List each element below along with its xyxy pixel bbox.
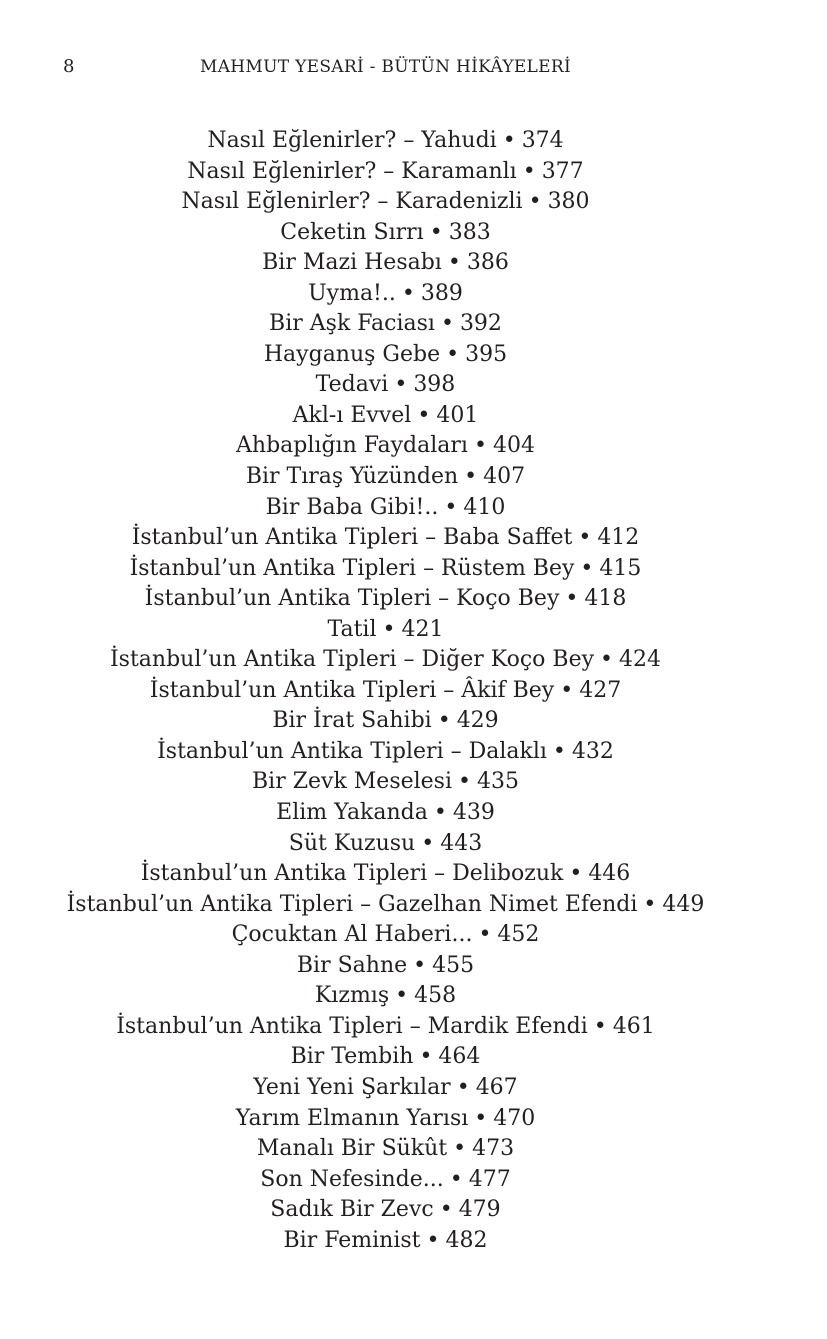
toc-entry-page: 424: [619, 647, 662, 673]
toc-entry-page: 482: [445, 1227, 488, 1253]
bullet-separator: •: [433, 800, 447, 826]
toc-entry-title: Nasıl Eğlenirler? – Karamanlı: [187, 158, 517, 184]
bullet-separator: •: [421, 830, 435, 856]
toc-entry-page: 395: [465, 341, 508, 367]
toc-entry-page: 429: [456, 708, 499, 734]
toc-entry: [0, 554, 771, 585]
toc-entry-page: 410: [463, 494, 506, 520]
bullet-separator: •: [473, 433, 487, 459]
toc-entry-title: Bir Tıraş Yüzünden: [245, 464, 459, 490]
toc-entry: [0, 1226, 771, 1257]
toc-entry: [0, 462, 771, 493]
toc-entry: [0, 584, 771, 615]
toc-entry-title: İstanbul’un Antika Tipleri – Koço Bey: [144, 586, 560, 612]
bullet-separator: •: [643, 891, 657, 917]
toc-entry-page: 415: [599, 555, 642, 581]
toc-entry: [0, 859, 771, 890]
toc-entry-title: Bir Mazi Hesabı: [262, 250, 442, 276]
toc-entry-title: İstanbul’un Antika Tipleri – Diğer Koço Bey: [109, 647, 595, 673]
toc-entry-title: İstanbul’un Antika Tipleri – Rüstem Bey: [129, 555, 575, 581]
toc-entry: [0, 340, 771, 371]
toc-entry: [0, 1073, 771, 1104]
toc-entry-title: Bir Sahne: [296, 952, 408, 978]
toc-entry: [0, 218, 771, 249]
toc-entry: [0, 1104, 771, 1135]
toc-entry-title: İstanbul’un Antika Tipleri – Delibozuk: [140, 861, 564, 887]
bullet-separator: •: [502, 128, 516, 153]
bullet-separator: •: [437, 708, 451, 734]
toc-entry-title: Bir Feminist: [283, 1227, 421, 1253]
toc-entry-title: Bir Baba Gibi!..: [265, 494, 439, 520]
toc-entry: [0, 981, 771, 1012]
toc-entry-page: 432: [571, 738, 614, 764]
toc-entry: [0, 279, 771, 310]
toc-entry-title: Yeni Yeni Şarkılar: [253, 1074, 451, 1100]
toc-entry: [0, 523, 771, 554]
toc-entry-title: İstanbul’un Antika Tipleri – Dalaklı: [157, 738, 547, 764]
toc-entry: [0, 431, 771, 462]
toc-entry-title: Manalı Bir Sükût: [256, 1136, 448, 1162]
bullet-separator: •: [552, 738, 566, 764]
toc-entry-page: 443: [440, 830, 483, 856]
bullet-separator: •: [449, 1166, 463, 1192]
toc-entry-title: İstanbul’un Antika Tipleri – Gazelhan Nimet Efendi: [66, 891, 638, 917]
toc-entry-title: Tedavi: [315, 372, 389, 398]
bullet-separator: •: [429, 219, 443, 245]
toc-entry-title: Bir Zevk Meselesi: [252, 769, 453, 795]
toc-entry: [0, 1012, 771, 1043]
toc-entry: [0, 1042, 771, 1073]
toc-entry: [0, 493, 771, 524]
toc-entry: [0, 798, 771, 829]
bullet-separator: •: [439, 1197, 453, 1223]
toc-entry-title: Ahbaplığın Faydaları: [236, 433, 468, 459]
toc-entry-title: Nasıl Eğlenirler? – Karadenizli: [181, 189, 523, 215]
bullet-separator: •: [444, 494, 458, 520]
bullet-separator: •: [426, 1227, 440, 1253]
bullet-separator: •: [458, 769, 471, 795]
toc-entry-page: 427: [579, 677, 622, 703]
toc-entry: [0, 1134, 771, 1165]
toc-entry-page: 398: [413, 372, 456, 398]
toc-entry: [0, 645, 771, 676]
toc-entry-page: 452: [497, 922, 540, 948]
toc-entry-page: 404: [492, 433, 535, 459]
toc-entry-title: Çocuktan Al Haberi...: [231, 922, 473, 948]
toc-entry: [0, 1195, 771, 1226]
toc-entry: [0, 248, 771, 279]
toc-entry-page: 392: [459, 311, 502, 337]
toc-entry: [0, 676, 771, 707]
bullet-separator: •: [578, 525, 592, 551]
toc-entry: [0, 615, 771, 646]
toc-entry-page: 380: [547, 189, 590, 215]
toc-entry-page: 458: [414, 983, 457, 1009]
toc-entry-page: 467: [475, 1074, 518, 1100]
toc-entry-title: Nasıl Eğlenirler? – Yahudi: [207, 128, 497, 153]
toc-entry: [0, 370, 771, 401]
toc-entry-title: Yarım Elmanın Yarısı: [235, 1105, 469, 1131]
bullet-separator: •: [565, 586, 579, 612]
toc-entry: [0, 1165, 771, 1196]
toc-entry-title: Hayganuş Gebe: [263, 341, 441, 367]
toc-entry-title: İstanbul’un Antika Tipleri – Âkif Bey: [149, 677, 555, 703]
toc-entry-title: Uyma!..: [308, 280, 396, 306]
toc-entry-page: 374: [521, 128, 564, 153]
toc-entry-page: 383: [448, 219, 491, 245]
bullet-separator: •: [580, 555, 594, 581]
toc-entry-page: 473: [472, 1136, 515, 1162]
bullet-separator: •: [453, 1136, 467, 1162]
bullet-separator: •: [474, 1105, 488, 1131]
toc-entry-title: Kızmış: [314, 983, 390, 1009]
toc-entry-title: Bir Aşk Faciası: [269, 311, 435, 337]
toc-entry-page: 449: [662, 891, 705, 917]
bullet-separator: •: [395, 983, 409, 1009]
toc-entry-title: İstanbul’un Antika Tipleri – Baba Saffet: [131, 525, 573, 551]
bullet-separator: •: [401, 280, 415, 306]
toc-entry-title: Sadık Bir Zevc: [270, 1197, 434, 1223]
toc-entry: [0, 157, 771, 188]
toc-entry: [0, 737, 771, 768]
toc-entry-page: 446: [588, 861, 631, 887]
bullet-separator: •: [456, 1074, 470, 1100]
bullet-separator: •: [569, 861, 583, 887]
bullet-separator: •: [419, 1044, 433, 1070]
toc-entry-page: 421: [401, 616, 444, 642]
toc-entry-title: Elim Yakanda: [276, 800, 428, 826]
toc-entry: [0, 951, 771, 982]
toc-entry-page: 477: [468, 1166, 511, 1192]
toc-entry-page: 418: [584, 586, 627, 612]
bullet-separator: •: [528, 189, 542, 215]
running-header: MAHMUT YESARİ - BÜTÜN HİKÂYELERİ: [200, 57, 571, 77]
toc-entry: [0, 126, 771, 157]
bullet-separator: •: [600, 647, 614, 673]
toc-entry: [0, 187, 771, 218]
toc-entry: [0, 706, 771, 737]
toc-entry-title: Bir İrat Sahibi: [272, 708, 432, 734]
table-of-contents: [0, 126, 771, 1256]
bullet-separator: •: [382, 616, 396, 642]
toc-entry-title: İstanbul’un Antika Tipleri – Mardik Efendi: [116, 1013, 588, 1039]
toc-entry-title: Tatil: [327, 616, 377, 642]
toc-entry: [0, 767, 771, 798]
toc-entry-page: 412: [597, 525, 640, 551]
toc-entry-page: 470: [493, 1105, 536, 1131]
toc-entry-page: 389: [420, 280, 463, 306]
toc-entry-page: 461: [612, 1013, 655, 1039]
toc-entry-page: 464: [438, 1044, 481, 1070]
toc-entry-page: 407: [483, 464, 526, 490]
bullet-separator: •: [417, 402, 431, 428]
toc-entry-title: Süt Kuzusu: [288, 830, 416, 856]
toc-entry: [0, 401, 771, 432]
toc-entry: [0, 309, 771, 340]
toc-entry-title: Ceketin Sırrı: [280, 219, 424, 245]
bullet-separator: •: [478, 922, 492, 948]
toc-entry-title: Akl-ı Evvel: [292, 402, 412, 428]
toc-entry-page: 439: [452, 800, 495, 826]
bullet-separator: •: [464, 464, 478, 490]
toc-entry-page: 435: [477, 769, 519, 795]
toc-entry-title: Son Nefesinde...: [260, 1166, 444, 1192]
bullet-separator: •: [593, 1013, 607, 1039]
toc-entry: [0, 890, 771, 921]
bullet-separator: •: [440, 311, 454, 337]
bullet-separator: •: [413, 952, 427, 978]
bullet-separator: •: [394, 372, 408, 398]
toc-entry-page: 377: [541, 158, 584, 184]
toc-entry: [0, 829, 771, 860]
toc-entry: [0, 920, 771, 951]
toc-entry-page: 479: [458, 1197, 501, 1223]
bullet-separator: •: [446, 341, 460, 367]
bullet-separator: •: [522, 158, 536, 184]
bullet-separator: •: [447, 250, 461, 276]
page-number: 8: [63, 56, 75, 77]
toc-entry-title: Bir Tembih: [290, 1044, 414, 1070]
toc-entry-page: 401: [436, 402, 479, 428]
toc-entry-page: 455: [432, 952, 475, 978]
bullet-separator: •: [560, 677, 574, 703]
toc-entry-page: 386: [466, 250, 509, 276]
